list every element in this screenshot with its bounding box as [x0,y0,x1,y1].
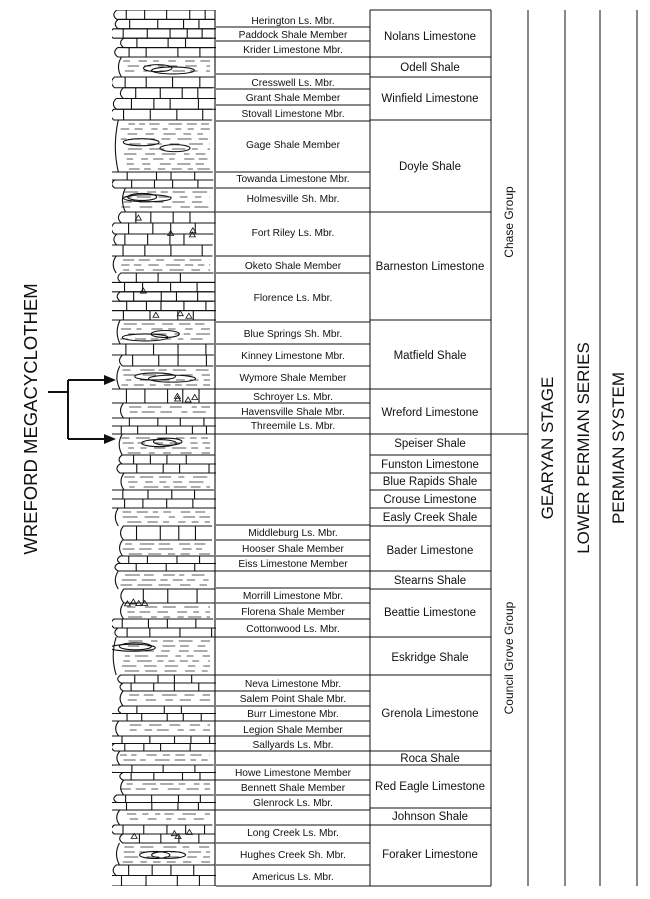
member-howe-limestone-member: Howe Limestone Member [234,768,352,779]
member-legion-shale-member: Legion Shale Member [243,725,343,736]
lithologic-column [107,10,218,886]
formation-speiser-shale: Speiser Shale [394,438,466,450]
member-long-creek-ls-mbr: Long Creek Ls. Mbr. [247,828,339,839]
formation-crouse-limestone: Crouse Limestone [383,494,477,506]
member-glenrock-ls-mbr: Glenrock Ls. Mbr. [253,798,333,809]
member-burr-limestone-mbr: Burr Limestone Mbr. [247,709,339,720]
formation-grenola-limestone: Grenola Limestone [381,708,479,720]
formation-eskridge-shale: Eskridge Shale [391,652,469,664]
formation-wreford-limestone: Wreford Limestone [381,407,479,419]
member-bennett-shale-member: Bennett Shale Member [240,783,346,794]
formation-foraker-limestone: Foraker Limestone [382,849,478,861]
member-hughes-creek-sh-mbr: Hughes Creek Sh. Mbr. [240,850,346,861]
member-cresswell-ls-mbr: Cresswell Ls. Mbr. [251,78,335,89]
member-gage-shale-member: Gage Shale Member [245,140,341,151]
member-neva-limestone-mbr: Neva Limestone Mbr. [244,679,342,690]
member-paddock-shale-member: Paddock Shale Member [238,30,348,41]
member-krider-limestone-mbr: Krider Limestone Mbr. [243,45,343,56]
formation-funston-limestone: Funston Limestone [381,459,479,471]
member-fort-riley-ls-mbr: Fort Riley Ls. Mbr. [251,228,335,239]
formation-johnson-shale: Johnson Shale [391,811,469,823]
formation-stearns-shale: Stearns Shale [393,575,467,587]
formation-doyle-shale: Doyle Shale [398,161,462,173]
formation-beattie-limestone: Beattie Limestone [383,607,477,619]
member-towanda-limestone-mbr: Towanda Limestone Mbr. [236,174,350,185]
lower-permian-series-label: LOWER PERMIAN SERIES [574,342,593,554]
member-florena-shale-member: Florena Shale Member [241,607,345,618]
formation-red-eagle-limestone: Red Eagle Limestone [375,781,485,793]
formation-roca-shale: Roca Shale [400,753,460,765]
member-middleburg-ls-mbr: Middleburg Ls. Mbr. [248,528,338,539]
member-cottonwood-ls-mbr: Cottonwood Ls. Mbr. [246,624,340,635]
member-holmesville-sh-mbr: Holmesville Sh. Mbr. [246,194,340,205]
permian-system-label: PERMIAN SYSTEM [609,371,628,525]
member-morrill-limestone-mbr: Morrill Limestone Mbr. [242,591,344,602]
formation-winfield-limestone: Winfield Limestone [381,93,479,105]
member-sallyards-ls-mbr: Sallyards Ls. Mbr. [252,740,334,751]
formation-bader-limestone: Bader Limestone [386,545,474,557]
arrowhead-upper-icon [104,375,116,385]
formation-matfield-shale: Matfield Shale [393,350,467,362]
megacyclothem-bracket [48,375,116,444]
member-eiss-limestone-member: Eiss Limestone Member [238,559,348,570]
member-florence-ls-mbr: Florence Ls. Mbr. [253,293,333,304]
formation-nolans-limestone: Nolans Limestone [383,31,477,43]
member-kinney-limestone-mbr: Kinney Limestone Mbr. [241,351,345,362]
member-schroyer-ls-mbr: Schroyer Ls. Mbr. [253,392,333,403]
gearyan-stage-label: GEARYAN STAGE [538,376,557,520]
member-havensville-shale-mbr: Havensville Shale Mbr. [241,407,345,418]
chase-group-label: Chase Group [502,186,516,258]
formation-easly-creek-shale: Easly Creek Shale [382,512,478,524]
member-hooser-shale-member: Hooser Shale Member [242,544,344,555]
member-blue-springs-sh-mbr: Blue Springs Sh. Mbr. [243,329,343,340]
member-herington-ls-mbr: Herington Ls. Mbr. [251,16,335,27]
member-stovall-limestone-mbr: Stovall Limestone Mbr. [241,109,345,120]
arrowhead-lower-icon [104,434,116,444]
member-wymore-shale-member: Wymore Shale Member [239,373,347,384]
member-americus-ls-mbr: Americus Ls. Mbr. [252,872,334,883]
member-threemile-ls-mbr: Threemile Ls. Mbr. [250,421,336,432]
wreford-megacyclothem-label: WREFORD MEGACYCLOTHEM [20,283,41,555]
formation-barneston-limestone: Barneston Limestone [375,261,485,273]
formation-odell-shale: Odell Shale [400,62,460,74]
member-salem-point-shale-mbr: Salem Point Shale Mbr. [239,694,347,705]
member-oketo-shale-member: Oketo Shale Member [244,261,342,272]
council-grove-group-label: Council Grove Group [502,601,516,715]
member-grant-shale-member: Grant Shale Member [245,93,341,104]
formation-blue-rapids-shale: Blue Rapids Shale [382,476,478,488]
